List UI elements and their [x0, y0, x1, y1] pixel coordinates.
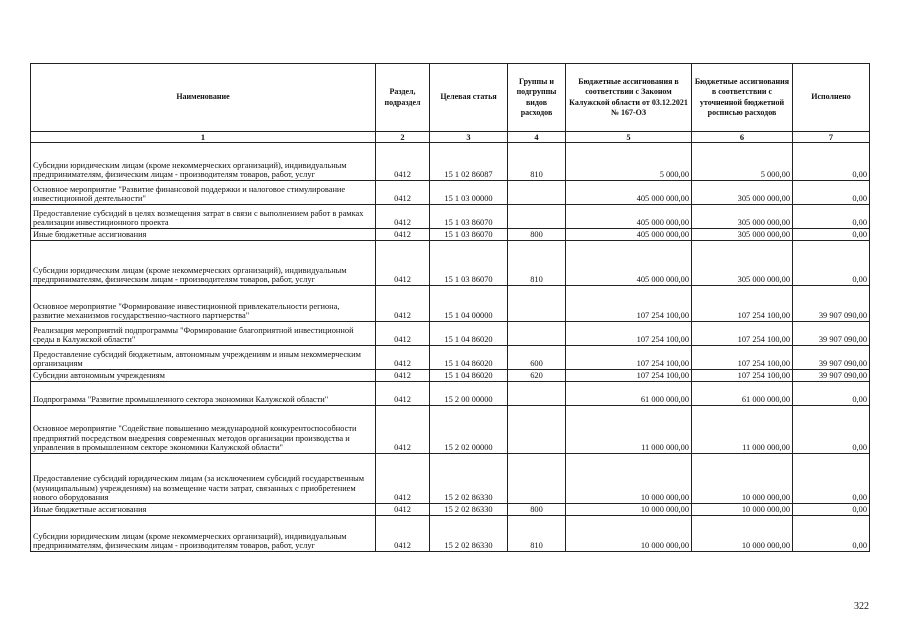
cell-refined-allocation: 305 000 000,00 — [692, 229, 793, 241]
cell-group — [508, 286, 566, 322]
cell-section: 0412 — [376, 454, 430, 504]
cell-group: 800 — [508, 504, 566, 516]
cell-refined-allocation: 107 254 100,00 — [692, 322, 793, 346]
cell-target: 15 1 04 86020 — [430, 322, 508, 346]
cell-law-allocation: 10 000 000,00 — [566, 454, 692, 504]
cell-section: 0412 — [376, 346, 430, 370]
table-row — [31, 454, 870, 504]
cell-name: Предоставление субсидий бюджетным, автономным учреждениям и иным некоммерческим организациям — [31, 346, 376, 370]
cell-name: Основное мероприятие "Развитие финансовой поддержки и налоговое стимулирование инвестиционной деятельности" — [31, 181, 376, 205]
cell-target: 15 1 03 86070 — [430, 241, 508, 286]
table-row — [31, 241, 870, 286]
cell-law-allocation: 405 000 000,00 — [566, 241, 692, 286]
cell-law-allocation: 107 254 100,00 — [566, 370, 692, 382]
cell-name: Иные бюджетные ассигнования — [31, 504, 376, 516]
cell-target: 15 2 02 00000 — [430, 406, 508, 454]
column-number: 7 — [793, 132, 870, 143]
table-row — [31, 143, 870, 181]
cell-name: Субсидии автономным учреждениям — [31, 370, 376, 382]
cell-section: 0412 — [376, 181, 430, 205]
cell-refined-allocation: 305 000 000,00 — [692, 181, 793, 205]
cell-target: 15 1 03 86070 — [430, 229, 508, 241]
column-numbers-row — [31, 132, 870, 143]
cell-group: 810 — [508, 143, 566, 181]
cell-target: 15 1 02 86087 — [430, 143, 508, 181]
cell-target: 15 2 02 86330 — [430, 516, 508, 552]
cell-section: 0412 — [376, 382, 430, 406]
cell-name: Подпрограмма "Развитие промышленного сектора экономики Калужской области" — [31, 382, 376, 406]
header-refined-allocation: Бюджетные ассигнования в соответствии с уточненной бюджетной росписью расходов — [692, 64, 793, 132]
header-group: Группы и подгруппы видов расходов — [508, 64, 566, 132]
cell-target: 15 2 00 00000 — [430, 382, 508, 406]
cell-refined-allocation: 10 000 000,00 — [692, 504, 793, 516]
page-number: 322 — [854, 601, 869, 612]
cell-name: Субсидии юридическим лицам (кроме некоммерческих организаций), индивидуальным предпринимателям, физическим лицам - производителям товаров, работ, услуг — [31, 143, 376, 181]
cell-target: 15 1 04 86020 — [430, 370, 508, 382]
column-number: 3 — [430, 132, 508, 143]
cell-law-allocation: 61 000 000,00 — [566, 382, 692, 406]
table-body — [31, 143, 870, 552]
cell-group — [508, 205, 566, 229]
cell-section: 0412 — [376, 504, 430, 516]
cell-section: 0412 — [376, 229, 430, 241]
cell-executed: 0,00 — [793, 406, 870, 454]
cell-target: 15 1 04 86020 — [430, 346, 508, 370]
cell-executed: 39 907 090,00 — [793, 286, 870, 322]
header-section: Раздел, подраздел — [376, 64, 430, 132]
cell-executed: 39 907 090,00 — [793, 322, 870, 346]
header-law-allocation: Бюджетные ассигнования в соответствии с Законом Калужской области от 03.12.2021 № 167-ОЗ — [566, 64, 692, 132]
cell-group: 810 — [508, 241, 566, 286]
cell-executed: 0,00 — [793, 504, 870, 516]
cell-target: 15 1 03 86070 — [430, 205, 508, 229]
cell-law-allocation: 405 000 000,00 — [566, 181, 692, 205]
cell-group: 600 — [508, 346, 566, 370]
cell-refined-allocation: 107 254 100,00 — [692, 286, 793, 322]
cell-executed: 0,00 — [793, 454, 870, 504]
cell-refined-allocation: 10 000 000,00 — [692, 516, 793, 552]
cell-refined-allocation: 10 000 000,00 — [692, 454, 793, 504]
cell-name: Основное мероприятие "Формирование инвестиционной привлекательности региона, развитие механизмов государственно-частного партнерства" — [31, 286, 376, 322]
table-row — [31, 205, 870, 229]
cell-group: 620 — [508, 370, 566, 382]
cell-executed: 0,00 — [793, 229, 870, 241]
cell-group — [508, 454, 566, 504]
cell-law-allocation: 107 254 100,00 — [566, 286, 692, 322]
cell-executed: 39 907 090,00 — [793, 346, 870, 370]
table-row — [31, 504, 870, 516]
cell-law-allocation: 405 000 000,00 — [566, 205, 692, 229]
cell-group: 810 — [508, 516, 566, 552]
cell-executed: 0,00 — [793, 382, 870, 406]
cell-law-allocation: 10 000 000,00 — [566, 516, 692, 552]
cell-name: Предоставление субсидий в целях возмещения затрат в связи с выполнением работ в рамках реализации инвестиционного проекта — [31, 205, 376, 229]
cell-group — [508, 181, 566, 205]
cell-refined-allocation: 305 000 000,00 — [692, 241, 793, 286]
cell-executed: 0,00 — [793, 181, 870, 205]
column-number: 2 — [376, 132, 430, 143]
cell-group: 800 — [508, 229, 566, 241]
table-row — [31, 181, 870, 205]
table-row — [31, 346, 870, 370]
cell-target: 15 2 02 86330 — [430, 454, 508, 504]
header-target: Целевая статья — [430, 64, 508, 132]
header-name: Наименование — [31, 64, 376, 132]
cell-target: 15 2 02 86330 — [430, 504, 508, 516]
table-row — [31, 322, 870, 346]
header-executed: Исполнено — [793, 64, 870, 132]
cell-group — [508, 322, 566, 346]
cell-law-allocation: 107 254 100,00 — [566, 346, 692, 370]
table-row — [31, 382, 870, 406]
cell-law-allocation: 5 000,00 — [566, 143, 692, 181]
cell-law-allocation: 107 254 100,00 — [566, 322, 692, 346]
cell-law-allocation: 10 000 000,00 — [566, 504, 692, 516]
table-row — [31, 286, 870, 322]
cell-section: 0412 — [376, 143, 430, 181]
cell-executed: 0,00 — [793, 143, 870, 181]
cell-name: Субсидии юридическим лицам (кроме некоммерческих организаций), индивидуальным предпринимателям, физическим лицам - производителям товаров, работ, услуг — [31, 516, 376, 552]
cell-executed: 0,00 — [793, 241, 870, 286]
cell-executed: 0,00 — [793, 516, 870, 552]
cell-name: Иные бюджетные ассигнования — [31, 229, 376, 241]
cell-section: 0412 — [376, 516, 430, 552]
cell-law-allocation: 405 000 000,00 — [566, 229, 692, 241]
cell-refined-allocation: 107 254 100,00 — [692, 346, 793, 370]
table-row — [31, 370, 870, 382]
cell-refined-allocation: 61 000 000,00 — [692, 382, 793, 406]
cell-group — [508, 382, 566, 406]
header-row — [31, 64, 870, 132]
cell-refined-allocation: 11 000 000,00 — [692, 406, 793, 454]
cell-section: 0412 — [376, 370, 430, 382]
cell-name: Субсидии юридическим лицам (кроме некоммерческих организаций), индивидуальным предпринимателям, физическим лицам - производителям товаров, работ, услуг — [31, 241, 376, 286]
cell-law-allocation: 11 000 000,00 — [566, 406, 692, 454]
cell-section: 0412 — [376, 241, 430, 286]
cell-section: 0412 — [376, 406, 430, 454]
cell-target: 15 1 04 00000 — [430, 286, 508, 322]
cell-section: 0412 — [376, 205, 430, 229]
column-number: 4 — [508, 132, 566, 143]
table-row — [31, 406, 870, 454]
column-number: 1 — [31, 132, 376, 143]
cell-name: Предоставление субсидий юридическим лицам (за исключением субсидий государственным (муниципальным) учреждениям) на возмещение части затрат, связанных с приобретением нового оборудования — [31, 454, 376, 504]
table-row — [31, 229, 870, 241]
cell-executed: 39 907 090,00 — [793, 370, 870, 382]
cell-name: Основное мероприятие "Содействие повышению международной конкурентоспособности предприятий посредством внедрения современных методов организации производства и управления в промышленном секторе экономики Калужской области" — [31, 406, 376, 454]
cell-target: 15 1 03 00000 — [430, 181, 508, 205]
column-number: 5 — [566, 132, 692, 143]
cell-refined-allocation: 107 254 100,00 — [692, 370, 793, 382]
cell-refined-allocation: 5 000,00 — [692, 143, 793, 181]
cell-section: 0412 — [376, 322, 430, 346]
column-number: 6 — [692, 132, 793, 143]
cell-refined-allocation: 305 000 000,00 — [692, 205, 793, 229]
cell-name: Реализация мероприятий подпрограммы "Формирование благоприятной инвестиционной среды в Калужской области" — [31, 322, 376, 346]
cell-executed: 0,00 — [793, 205, 870, 229]
cell-section: 0412 — [376, 286, 430, 322]
cell-group — [508, 406, 566, 454]
table-row — [31, 516, 870, 552]
budget-table — [30, 63, 870, 552]
